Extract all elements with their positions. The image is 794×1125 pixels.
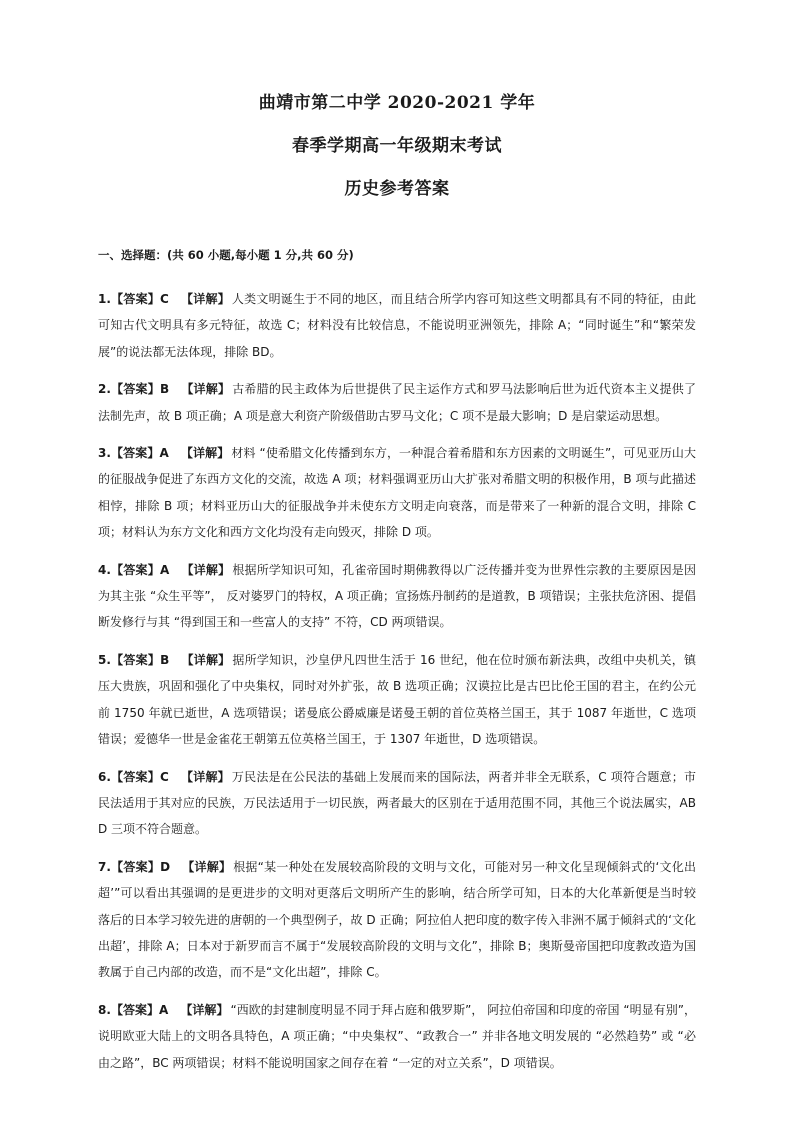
question-item xyxy=(98,440,696,546)
answer-tag: 【答案】 xyxy=(110,562,160,577)
question-number: 8. xyxy=(98,1002,111,1017)
question-item xyxy=(98,997,696,1076)
question-item xyxy=(98,286,696,365)
detail-tag: 【详解】 xyxy=(180,292,230,306)
section-heading: 一、选择题：(共 60 小题,每小题 1 分,共 60 分) xyxy=(98,248,354,262)
explanation-text: 材料 “使希腊文化传播到东方，一种混合着希腊和东方因素的文明诞生”，可见亚历山大的征服战争促进了东西方文化的交流，故选 A 项；材料强调亚历山大扩张对希腊文明的积极作用，B 项与此描述相悖，排除 B 项；材料亚历山大的征服战争并未使东方文明走向衰落，而是带来了一种新的混合文明，排除 C 项；材料认为东方文化和西方文化均没有走向毁灭，排除 D 项。 xyxy=(98,446,696,540)
explanation-text: 人类文明诞生于不同的地区，而且结合所学内容可知这些文明都具有不同的特征，由此可知古代文明具有多元特征，故选 C；材料没有比较信息，不能说明亚洲领先，排除 A；“同时诞生”和“繁荣发展”的说法都无法体现，排除 BD。 xyxy=(98,292,696,359)
school-year-title: 曲靖市第二中学 2020-2021 学年 xyxy=(258,93,536,113)
answer-letter: B xyxy=(160,652,170,667)
answer-tag: 【答案】 xyxy=(110,446,160,461)
question-item xyxy=(98,647,696,753)
answer-tag: 【答案】 xyxy=(110,769,160,784)
answer-tag: 【答案】 xyxy=(110,1002,160,1017)
answer-letter: B xyxy=(159,382,170,397)
answer-letter: C xyxy=(160,769,169,784)
exam-title: 春季学期高一年级期末考试 xyxy=(292,136,502,156)
question-number: 1. xyxy=(98,292,111,306)
answer-tag: 【答案】 xyxy=(110,859,161,874)
detail-tag: 【详解】 xyxy=(181,562,231,577)
question-item xyxy=(98,854,696,986)
answer-tag: 【答案】 xyxy=(110,292,161,306)
explanation-text: 古希腊的民主政体为后世提供了民主运作方式和罗马法影响后世为近代资本主义提供了法制先声，故 B 项正确；A 项是意大利资产阶级借助古罗马文化；C 项不是最大影响；D 是启蒙运动思想。 xyxy=(98,382,696,423)
detail-tag: 【详解】 xyxy=(181,652,231,667)
question-item xyxy=(98,376,696,429)
answer-letter: C xyxy=(160,292,169,306)
answer-letter: A xyxy=(159,1002,169,1017)
question-number: 3. xyxy=(98,446,111,461)
question-number: 4. xyxy=(98,562,111,577)
question-number: 5. xyxy=(98,652,111,667)
detail-tag: 【详解】 xyxy=(181,382,231,397)
question-number: 2. xyxy=(98,382,111,397)
answer-letter: D xyxy=(160,859,171,874)
answer-tag: 【答案】 xyxy=(110,652,161,667)
question-number: 6. xyxy=(98,769,111,784)
detail-tag: 【详解】 xyxy=(180,1002,229,1017)
subject-title: 历史参考答案 xyxy=(344,179,450,199)
question-list xyxy=(98,286,696,1087)
explanation-text: 据所学知识，沙皇伊凡四世生活于 16 世纪，他在位时颁布新法典，改组中央机关，镇压大贵族，巩固和强化了中央集权，同时对外扩张，故 B 选项正确；汉谟拉比是古巴比伦王国的君主，在约公元前 1750 年就已逝世，A 选项错误；诺曼底公爵威廉是诺曼王朝的首位英格兰国王，其于 1087 年逝世，C 选项错误；爱德华一世是金雀花王朝第五位英格兰国王，于 1307 年逝世，D 选项错误。 xyxy=(98,652,696,747)
answer-letter: A xyxy=(159,562,170,577)
answer-letter: A xyxy=(159,446,169,461)
detail-tag: 【详解】 xyxy=(180,446,230,461)
explanation-text: 万民法是在公民法的基础上发展而来的国际法，两者并非全无联系，C 项符合题意；市民法适用于其对应的民族，万民法适用于一切民族，两者最大的区别在于适用范围不同，其他三个说法属实，ABD 三项不符合题意。 xyxy=(98,769,696,837)
question-number: 7. xyxy=(98,859,111,874)
explanation-text: “西欧的封建制度明显不同于拜占庭和俄罗斯”， 阿拉伯帝国和印度的帝国 “明显有别”，说明欧亚大陆上的文明各具特色，A 项正确；“中央集权”、“政教合一” 并非各地文明发展的 “必然趋势” 或 “必由之路”，BC 两项错误；材料不能说明国家之间存在着 “一定的对立关系”，D 项错误。 xyxy=(98,1002,696,1070)
question-item xyxy=(98,764,696,843)
detail-tag: 【详解】 xyxy=(180,769,230,784)
detail-tag: 【详解】 xyxy=(182,859,232,874)
explanation-text: 根据“某一种处在发展较高阶段的文明与文化，可能对另一种文化呈现倾斜式的‘文化出超’”可以看出其强调的是更进步的文明对更落后文明所产生的影响，结合所学可知，日本的大化革新便是当时较落后的日本学习较先进的唐朝的一个典型例子，故 D 正确；阿拉伯人把印度的数字传入非洲不属于倾斜式的‘文化出超’，排除 A；日本对于新罗而言不属于“发展较高阶段的文明与文化”，排除 B；奥斯曼帝国把印度教改造为国教属于自己内部的改造，而不是“文化出超”，排除 C。 xyxy=(98,859,696,980)
answer-tag: 【答案】 xyxy=(110,382,160,397)
explanation-text: 根据所学知识可知，孔雀帝国时期佛教得以广泛传播并变为世界性宗教的主要原因是因为其主张 “众生平等”， 反对婆罗门的特权，A 项正确；宣扬炼丹制药的是道教，B 项错误；主张扶危济困、提倡断发修行与其 “得到国王和一些富人的支持” 不符，CD 两项错误。 xyxy=(98,562,696,630)
question-item xyxy=(98,557,696,636)
